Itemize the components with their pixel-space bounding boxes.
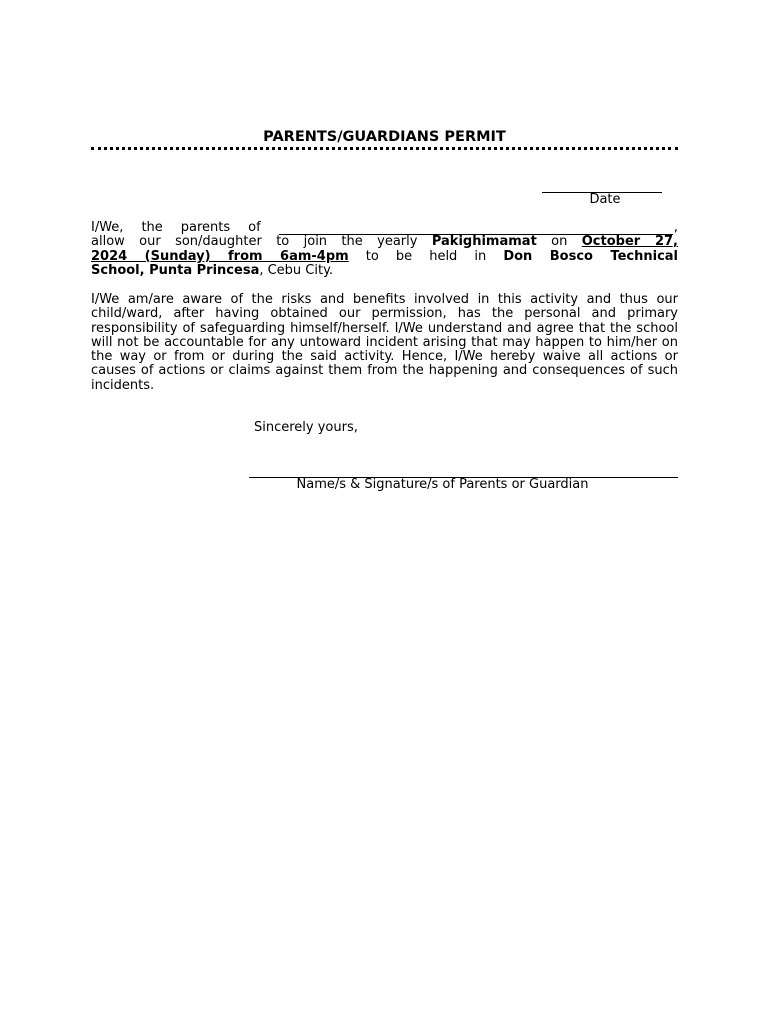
closing-text: Sincerely yours, [254,420,358,435]
permission-paragraph [91,221,678,278]
on-text: on [536,234,582,250]
venue-part1: Don Bosco Technical [503,248,678,264]
document-title: PARENTS/GUARDIANS PERMIT [263,129,506,145]
date-label: Date [589,192,621,207]
word-the: the [141,220,163,235]
waiver-paragraph: I/We am/are aware of the risks and benefits involved in this activity and thus our child/ward, after having obtained our permission, has the personal and primary responsibility of safeguarding himself/herself. I/We understand and agree that the school will not be accountable for any untoward incident arising that may happen to him/her on the way or from or during the said activity. Hence, I/We hereby waive all actions or causes of actions or claims against them from the happening and consequences of such incidents. [91,292,678,393]
word-iwe: I/We, [91,220,124,235]
comma: , [673,220,678,235]
date-venue-line [91,250,678,264]
title-dotted-rule [91,147,678,150]
join-text: allow our son/daughter to join the yearly [91,234,432,250]
parents-of-line [91,221,678,235]
event-name: Pakighimamat [431,234,537,250]
held-text: to be held in [348,248,504,264]
venue-line [91,264,678,278]
venue-part2: School, Punta Princesa [91,262,260,278]
word-of: of [248,220,261,235]
event-date-part1: October 27, [581,234,678,250]
signature-label: Name/s & Signature/s of Parents or Guardian [296,477,589,492]
event-date-part2: 2024 (Sunday) from 6am-4pm [91,248,349,264]
city-text: , Cebu City. [259,262,334,278]
word-parents: parents [180,220,231,235]
event-line [91,235,678,249]
